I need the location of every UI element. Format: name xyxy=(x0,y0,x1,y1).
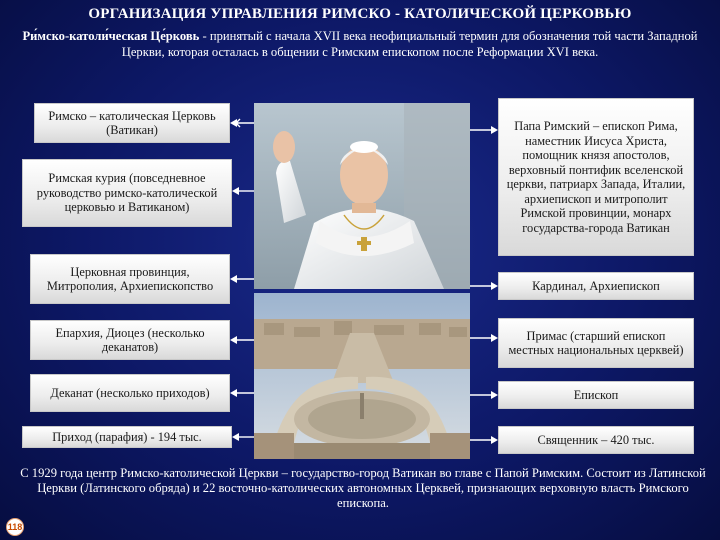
intro-paragraph xyxy=(20,28,700,60)
slide-number: 118 xyxy=(6,518,24,536)
arrow-right-2-icon xyxy=(470,281,498,291)
arrow-right-3-icon xyxy=(470,333,498,343)
intro-text: - принятый с начала XVII века неофициальный термин для обозначения той части Западной Церкви, которая осталась в общении с Римским епископом после Реформации XVI века. xyxy=(121,29,698,59)
intro-term: Ри́мско-католи́ческая Це́рковь xyxy=(22,29,200,43)
slide-title: ОРГАНИЗАЦИЯ УПРАВЛЕНИЯ РИМСКО - КАТОЛИЧЕСКОЙ ЦЕРКОВЬЮ xyxy=(88,6,632,22)
right-box-cardinal: Кардинал, Архиепископ xyxy=(498,272,694,300)
square-photo xyxy=(254,293,470,459)
arrow-left-3-icon xyxy=(230,274,254,284)
left-box-diocese: Епархия, Диоцез (несколько деканатов) xyxy=(30,320,230,360)
right-box-pope: Папа Римский – епископ Рима, наместник Иисуса Христа, помощник князя апостолов, верховный понтифик вселенской церкви, патриарх Запада, Италии, архиепископ и митрополит Римской провинции, монарх государства-города Ватикан xyxy=(498,98,694,256)
arrow-right-4-icon xyxy=(470,390,498,400)
pope-waving-icon xyxy=(254,103,470,289)
arrow-left-4-icon xyxy=(230,335,254,345)
left-box-deanery: Деканат (несколько приходов) xyxy=(30,374,230,412)
arrow-left-5-icon xyxy=(230,388,254,398)
arrow-left-2-icon xyxy=(232,186,254,196)
arrow-left-6-icon xyxy=(232,432,254,442)
right-box-bishop: Епископ xyxy=(498,381,694,409)
left-box-parish: Приход (парафия) - 194 тыс. xyxy=(22,426,232,448)
arrow-left-1-icon xyxy=(230,118,254,128)
right-box-primate: Примас (старший епископ местных национальных церквей) xyxy=(498,318,694,368)
footer-text: С 1929 года центр Римско-католической Церкви – государство-город Ватикан во главе с Папой Римским. Состоит из Латинской Церкви (Латинского обряда) и 22 восточно-католических автономных Церквей, признающих верховную власть Римского епископа. xyxy=(20,466,706,510)
pope-photo xyxy=(254,103,470,289)
st-peters-square-icon xyxy=(254,293,470,459)
arrow-right-5-icon xyxy=(470,435,498,445)
left-box-province: Церковная провинция, Митрополия, Архиепископство xyxy=(30,254,230,304)
left-box-curia: Римская курия (повседневное руководство римско-католической церковью и Ватиканом) xyxy=(22,159,232,227)
right-box-priest: Священник – 420 тыс. xyxy=(498,426,694,454)
arrow-right-1-icon xyxy=(470,125,498,135)
left-box-church: Римско – католическая Церковь (Ватикан) xyxy=(34,103,230,143)
